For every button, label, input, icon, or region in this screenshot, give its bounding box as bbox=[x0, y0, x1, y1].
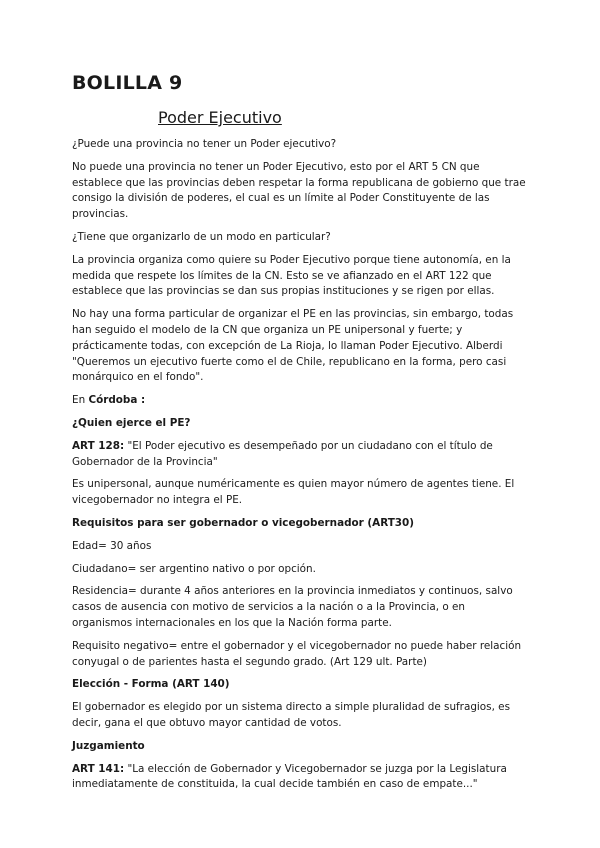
unipersonal-paragraph: Es unipersonal, aunque numéricamente es quien mayor número de agentes tiene. El vicegobernador no integra el PE. bbox=[72, 478, 515, 507]
question-2: ¿Tiene que organizarlo de un modo en particular? bbox=[72, 230, 331, 243]
answer-3: No hay una forma particular de organizar el PE en las provincias, sin embargo, todas han seguido el modelo de la CN que organiza un PE unipersonal y fuerte; y prácticamente todas, con excepción de La Rioja, lo llaman Poder Ejecutivo. Alberdi "Queremos un ejecutivo fuerte como el de Chile, republicano en la forma, pero casi monárquico en el fondo". bbox=[72, 308, 514, 384]
question-3: ¿Quien ejerce el PE? bbox=[72, 416, 191, 429]
art141-paragraph bbox=[72, 762, 527, 794]
requisito-negativo-paragraph: Requisito negativo= entre el gobernador y el vicegobernador no puede haber relación conyugal o de parientes hasta el segundo grado. (Art 129 ult. Parte) bbox=[72, 639, 522, 668]
edad-line: Edad= 30 años bbox=[72, 539, 152, 552]
art128-paragraph bbox=[72, 439, 527, 471]
eleccion-paragraph: El gobernador es elegido por un sistema directo a simple pluralidad de sufragios, es decir, gana el que obtuvo mayor cantidad de votos. bbox=[72, 701, 510, 729]
art141-label: ART 141: bbox=[72, 762, 125, 775]
answer-1: No puede una provincia no tener un Poder Ejecutivo, esto por el ART 5 CN que establece que las provincias deben respetar la forma republicana de gobierno que trae consigo la división de poderes, el cual es un límite al Poder Constituyente de las provincias. bbox=[72, 160, 526, 221]
eleccion-heading: Elección - Forma (ART 140) bbox=[72, 678, 230, 691]
juzgamiento-heading: Juzgamiento bbox=[72, 739, 145, 752]
cordoba-bold: Córdoba : bbox=[88, 394, 146, 407]
document-page bbox=[72, 72, 527, 800]
section-subtitle: Poder Ejecutivo bbox=[158, 108, 282, 127]
requisitos-heading: Requisitos para ser gobernador o vicegobernador (ART30) bbox=[72, 516, 415, 529]
residencia-paragraph: Residencia= durante 4 años anteriores en la provincia inmediatos y continuos, salvo casos de ausencia con motivo de servicios a la nación o a la Provincia, o en organismos internacionales en los que la Nación forma parte. bbox=[72, 585, 513, 629]
document-title: BOLILLA 9 bbox=[72, 72, 183, 94]
question-1: ¿Puede una provincia no tener un Poder ejecutivo? bbox=[72, 138, 337, 150]
art128-label: ART 128: bbox=[72, 439, 125, 452]
cordoba-line bbox=[72, 393, 527, 409]
ciudadano-line: Ciudadano= ser argentino nativo o por opción. bbox=[72, 562, 316, 575]
art128-text: "El Poder ejecutivo es desempeñado por un ciudadano con el título de Gobernador de la Provincia" bbox=[72, 439, 493, 468]
answer-2: La provincia organiza como quiere su Poder Ejecutivo porque tiene autonomía, en la medida que respete los límites de la CN. Esto se ve afianzado en el ART 122 que establece que las provincias se dan sus propias instituciones y se rigen por ellas. bbox=[72, 253, 511, 298]
cordoba-prefix: En bbox=[72, 394, 89, 407]
art141-text: "La elección de Gobernador y Vicegobernador se juzga por la Legislatura inmediatamente de constituida, la cual decide también en caso de empate..." bbox=[72, 762, 507, 791]
